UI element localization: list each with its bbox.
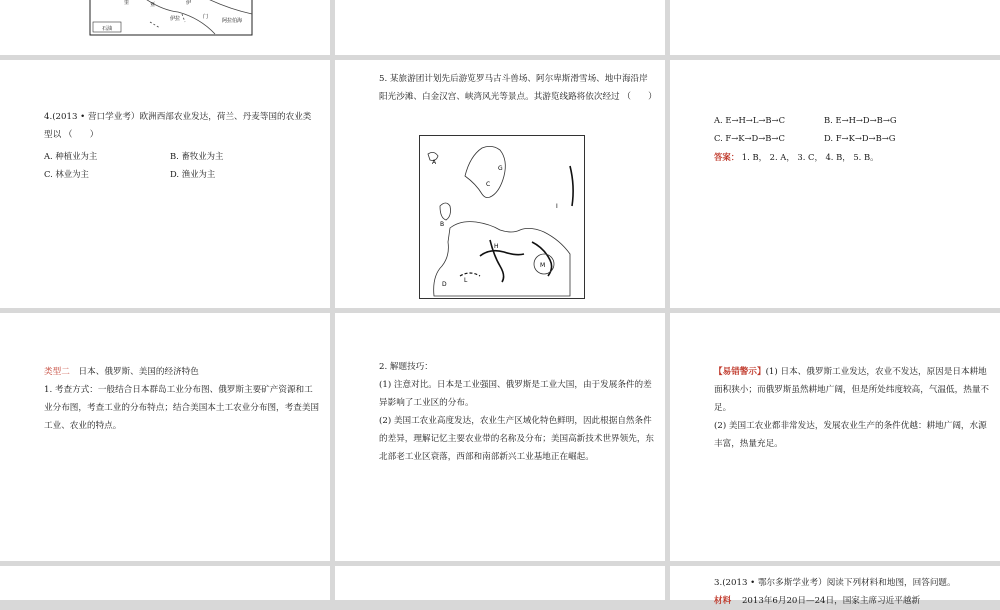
map-label-iraq: 伊拉: [170, 16, 181, 22]
warning-text-1: (1) 日本、俄罗斯工业发达，农业不发达，原因是日本耕地面积狭小；而俄罗斯虽然耕地广阔，但是所处纬度较高，气温低，热量不足。: [714, 367, 990, 413]
type-two-title: 日本、俄罗斯、美国的经济特色: [78, 367, 199, 377]
answer-line: [714, 151, 879, 163]
map-point-b: B: [440, 221, 445, 228]
answer-option-d: D. F→K→D→B→G: [824, 133, 896, 143]
question-4-option-d: D. 渔业为主: [170, 169, 216, 179]
answer-option-b: B. E→H→D→B→G: [824, 115, 897, 125]
slide-r4c1: [0, 566, 330, 600]
map-point-h: H: [494, 243, 499, 250]
middle-east-map: [0, 0, 330, 55]
map-label-oil: 石油: [102, 26, 113, 32]
warning-paragraph-1: [714, 363, 990, 417]
map-label-arabian-sea: 阿拉伯海: [222, 18, 243, 24]
question-3-material: [714, 592, 994, 610]
question-3-text: 3.(2013 • 鄂尔多斯学业考）阅读下列材料和地图，回答问题。: [714, 578, 956, 588]
slide-answers: [670, 60, 1000, 308]
tips-title: 2. 解题技巧：: [379, 362, 433, 372]
map-point-m: M: [540, 262, 546, 269]
answer-value: 1. B， 2. A， 3. C， 4. B， 5. B。: [741, 152, 879, 162]
answer-option-a: A. E→H→L→B→C: [714, 115, 785, 125]
europe-map: [419, 135, 585, 299]
type-two-label: 类型二: [44, 367, 70, 377]
map-point-i: I: [556, 203, 558, 210]
slide-type-two: [0, 313, 330, 561]
type-two-heading: [44, 363, 320, 381]
tips-paragraph-2: (2) 美国工农业高度发达，农业生产区域化特色鲜明，因此根据自然条件的差异，理解记忆主要农业带的名称及分布；美国高新技术世界领先，东北部老工业区衰落，西部和南部新兴工业基地正在崛起。: [379, 416, 655, 462]
slide-question-5: [335, 60, 665, 308]
question-4-option-a: A. 种植业为主: [44, 151, 98, 161]
map-label-yi: 伊: [186, 0, 192, 6]
question-5-text: 5. 某旅游团计划先后游览罗马古斗兽场、阿尔卑斯滑雪场、地中海沿岸阳光沙滩、白金汉宫、峡湾风光等景点。其游览线路将依次经过 （ ）: [379, 74, 657, 102]
map-point-g: G: [498, 165, 503, 172]
map-label-ya: 亚: [150, 2, 156, 8]
question-4-option-c: C. 林业为主: [44, 169, 89, 179]
slide-tips: [335, 313, 665, 561]
map-label-men: 门: [203, 14, 209, 20]
slide-warning: [670, 313, 1000, 561]
map-point-c: C: [486, 181, 491, 188]
slide-question-4: [0, 60, 330, 308]
map-point-d: D: [442, 281, 447, 288]
slide-r1c3: [670, 0, 1000, 55]
question-4-text: 4.(2013 • 营口学业考）欧洲西部农业发达，荷兰、丹麦等国的农业类型以 （ ）: [44, 112, 312, 140]
slide-r1c1: [0, 0, 330, 55]
question-4-option-b: B. 畜牧业为主: [170, 151, 224, 161]
map-label-li: 里: [124, 0, 130, 6]
type-two-body: 1. 考查方式：一般结合日本群岛工业分布图、俄罗斯主要矿产资源和工业分布图，考查工业的分布特点；结合美国本土工农业分布图，考查美国工业、农业的特点。: [44, 385, 320, 431]
slide-r1c2: [335, 0, 665, 55]
tips-paragraph-1: (1) 注意对比。日本是工业强国、俄罗斯是工业大国，由于发展条件的差异影响了工业区的分布。: [379, 380, 652, 408]
slide-r4c2: [335, 566, 665, 600]
warning-label: 【易错警示】: [714, 367, 766, 377]
warning-paragraph-2: (2) 美国工农业都非常发达，发展农业生产的条件优越：耕地广阔，水源丰富，热量充足。: [714, 421, 987, 449]
material-text: 2013年6月20日—24日，国家主席习近平越新: [741, 596, 921, 606]
map-point-a: A: [432, 159, 437, 166]
map-point-l: L: [464, 277, 468, 284]
material-label: 材料: [714, 596, 732, 606]
answer-option-c: C. F→K→D→B→C: [714, 133, 785, 143]
answer-label: 答案：: [714, 152, 740, 162]
slide-question-3: [670, 566, 1000, 606]
